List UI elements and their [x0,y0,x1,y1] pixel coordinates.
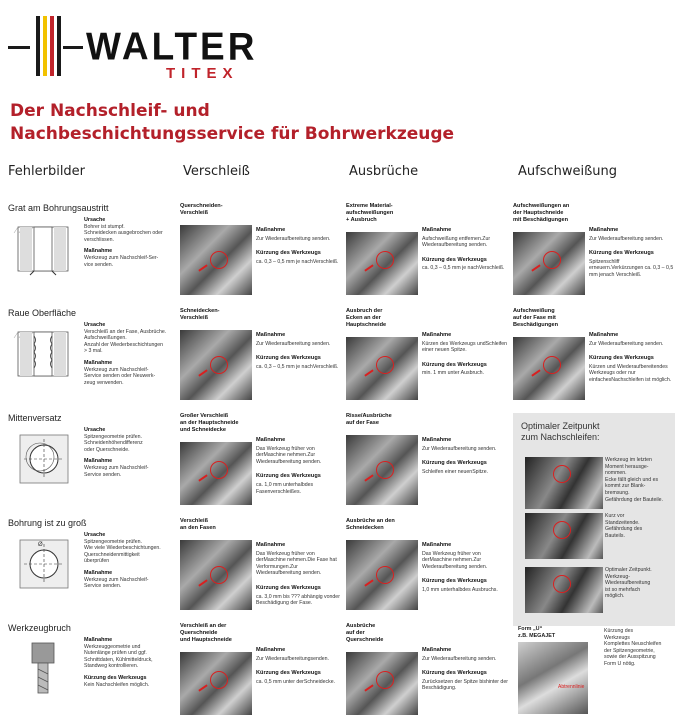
chip-description-3: Maßnahme Das Werkzeug früher von derMaschine nehmen.Zur Wiederaufbereitung senden. Kürzung des Werkzeugs 1,0 mm unterhalbdes Ausbruchs. [422,542,498,593]
highlight-circle [210,356,228,374]
chip-photo-2 [346,435,418,505]
wear-description-2: Maßnahme Das Werkzeug früher von derMaschine nehmen.Zur Wiederaufbereitung senden. Kürzung des Werkzeugs ca. 1,0 mm unterhalbdes Fasenverschleißes. [256,437,322,495]
defect-description-2: Ursache Spitzengeometrie prüfen. Schneidenhöhendifferenz oder Querschneide. Maßnahme Werkzeug zum Nachschleif- Service senden. [84,427,149,478]
highlight-circle [376,356,394,374]
wear-photo-3 [180,540,252,610]
highlight-arrow [531,264,540,271]
chip-caption-3: Ausbrüche an den Schneidecken [346,518,395,531]
highlight-arrow [198,684,207,691]
svg-text:Ø: Ø [38,542,43,548]
chip-photo-1 [346,337,418,400]
timing-photo-2 [525,567,603,613]
wear-caption-1: Schneidecken- Verschleiß [180,308,220,321]
wear-description-1: Maßnahme Zur Wiederaufbereitung senden. Kürzung des Werkzeugs ca. 0,3 – 0,5 mm je nachVerschleiß. [256,332,339,370]
row-label-1: Raue Oberfläche [8,308,77,318]
weld-description-0: Maßnahme Zur Wiederaufbereitung senden. Kürzung des Werkzeugs Spitzenschliff erneuern.Verkürzungen ca. 0,3 – 0,5 mm jenach Verschleiß. [589,227,674,278]
weld-caption-1: Aufschweißung auf der Fase mit Beschädigungen [513,308,559,328]
highlight-circle [553,521,571,539]
highlight-circle [210,251,228,269]
wear-photo-0 [180,225,252,295]
highlight-circle [543,251,561,269]
highlight-circle [553,575,571,593]
wear-description-3: Maßnahme Das Werkzeug früher von derMaschine nehmen.Die Fase hat Verformungen.Zur Wiederaufbereitung senden. Kürzung des Werkzeugs ca. 3,0 mm bis ??? abhängig vonder Beschädigung der Fase. [256,542,340,607]
row-label-2: Mittenversatz [8,413,62,423]
highlight-arrow [364,579,373,586]
weld-photo-0 [513,232,585,295]
wear-photo-4 [180,652,252,715]
wear-caption-3: Verschleiß an den Fasen [180,518,216,531]
highlight-arrow [364,474,373,481]
highlight-arrow [198,369,207,376]
highlight-arrow [198,579,207,586]
chip-photo-3 [346,540,418,610]
chip-photo-0 [346,232,418,295]
logo-walter-text: WALTER [86,24,258,68]
defect-description-4: Maßnahme Werkzeuggeometrie und Nutenlänge prüfen und ggf. Schnittdaten, Kühlmitteldruck, Standweg kontrollieren. Kürzung des Werkzeugs Kein Nachschleifen möglich. [84,637,153,688]
chip-description-0: Maßnahme Aufschweißung entfernen.Zur Wiederaufbereitung senden. Kürzung des Werkzeugs ca. 0,3 – 0,5 mm je nachVerschleiß. [422,227,505,272]
page-title-line-1: Der Nachschleif- und [10,101,210,121]
chip-photo-4 [346,652,418,715]
megajet-description: Kürzung des Werkzeugs Komplettes Neuschleifen der Spitzengeometrie, sowie der Ausspitzung Form U nötig. [604,628,662,667]
highlight-circle [210,461,228,479]
burr-sketch [12,221,74,277]
wear-description-0: Maßnahme Zur Wiederaufbereitung senden. Kürzung des Werkzeugs ca. 0,3 – 0,5 mm je nachVerschleiß. [256,227,339,265]
wear-caption-2: Großer Verschleiß an der Hauptschneide und Schneidecke [180,413,239,433]
highlight-circle [376,566,394,584]
chip-caption-4: Ausbrüche auf der Querschneide [346,623,384,643]
wear-caption-0: Querschneiden- Verschleiß [180,203,223,216]
highlight-circle [543,356,561,374]
highlight-circle [376,671,394,689]
chip-description-2: Maßnahme Zur Wiederaufbereitung senden. Kürzung des Werkzeugs Schleifen einer neuenSpitze. [422,437,497,475]
logo-titex-text: TITEX [166,65,239,82]
chip-caption-2: Risse/Ausbrüche auf der Fase [346,413,392,426]
chip-description-1: Maßnahme Kürzen des Werkzeugs undSchleifen einer neuen Spitze. Kürzung des Werkzeugs min. 1 mm unter Ausbruch. [422,332,507,377]
timing-text-1: Kurz vor Standzeitende. Gefährdung des Bauteils. [605,513,643,539]
timing-text-2: Optimaler Zeitpunkt. Werkzeug- Wiederaufbereitung ist so mehrfach möglich. [605,567,652,600]
timing-photo-0 [525,457,603,509]
highlight-arrow [198,474,207,481]
weld-description-1: Maßnahme Zur Wiederaufbereitung senden. Kürzung des Werkzeugs Kürzen und Wiederaufbereitendes Werkzeugs oder nur einfachesNachschleifen ist möglich. [589,332,672,383]
timing-photo-1 [525,513,603,559]
megajet-label: Form „U“ z.B. MEGAJET [518,626,556,639]
highlight-arrow [364,369,373,376]
highlight-circle [210,671,228,689]
column-header-ausbrueche: Ausbrüche [349,164,419,179]
highlight-arrow [364,684,373,691]
wear-caption-4: Verschleiß an der Querschneide und Hauptschneide [180,623,232,643]
row-label-3: Bohrung ist zu groß [8,518,87,528]
highlight-circle [376,251,394,269]
chip-description-4: Maßnahme Zur Wiederaufbereitung senden. Kürzung des Werkzeugs Zurücksetzen der Spitze bishinter der Beschädigung. [422,647,508,692]
column-header-fehlerbilder: Fehlerbilder [8,164,86,179]
highlight-arrow [198,264,207,271]
chip-caption-1: Ausbruch der Ecken an der Hauptschneide [346,308,387,328]
highlight-circle [376,461,394,479]
defect-description-3: Ursache Spitzengeometrie prüfen. Wie viele Wiederbeschichtungen. Querschneidenmittigkeit überprüfen Maßnahme Werkzeug zum Nachschleif- Service senden. [84,532,161,590]
wear-description-4: Maßnahme Zur Wiederaufbereitungsenden. Kürzung des Werkzeugs ca. 0,5 mm unter derSchneidecke. [256,647,336,685]
break-sketch [12,641,74,697]
offset-sketch [12,431,74,487]
page-title-line-2: Nachbeschichtungsservice für Bohrwerkzeuge [10,124,455,144]
row-label-0: Grat am Bohrungsaustritt [8,203,109,213]
column-header-verschleiss: Verschleiß [183,164,250,179]
weld-caption-0: Aufschweißungen an der Hauptschneide mit Beschädigungen [513,203,570,223]
highlight-circle [210,566,228,584]
megajet-cut-line-label: Abtrennlinie [558,684,585,690]
column-header-aufschweissung: Aufschweißung [518,164,618,179]
row-label-4: Werkzeugbruch [8,623,71,633]
oversize-sketch [12,536,74,592]
walter-titex-logo [8,12,278,82]
timing-text-0: Werkzeug im letzten Moment herausge- nommen. Ecke fällt gleich und es kommt zur Blank- bremsung. Gefährdung der Bauteile. [605,457,663,503]
rough-sketch [12,326,74,382]
highlight-arrow [531,369,540,376]
chip-caption-0: Extreme Material- aufschweißungen + Ausbruch [346,203,394,223]
defect-description-1: Ursache Verschleiß an der Fase, Ausbrüche. Aufschweißungen. Anzahl der Wiederbeschichtungen > 3 mal. Maßnahme Werkzeug zum Nachschleif- Service senden oder Neuwerk- zeug verwenden. [84,322,167,386]
highlight-arrow [364,264,373,271]
panel-title: Optimaler Zeitpunkt zum Nachschleifen: [521,421,600,442]
weld-photo-1 [513,337,585,400]
megajet-example [512,626,675,718]
defect-description-0: Ursache Bohrer ist stumpf. Schneidecken ausgebrochen oder verschlissen. Maßnahme Werkzeug zum Nachschleif-Ser- vice senden. [84,217,163,268]
megajet-drill-photo [518,642,588,714]
highlight-circle [553,465,571,483]
wear-photo-1 [180,330,252,400]
wear-photo-2 [180,442,252,505]
